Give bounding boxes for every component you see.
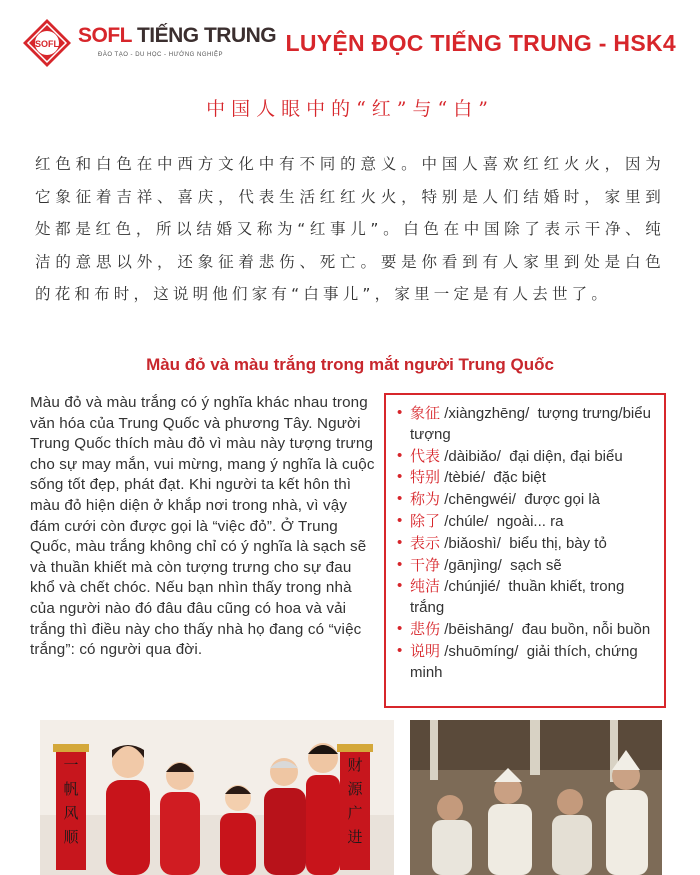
vocab-item xyxy=(410,576,658,619)
vocab-meaning: đặc biệt xyxy=(493,469,546,487)
svg-text:进: 进 xyxy=(347,828,363,846)
page-header xyxy=(0,0,700,80)
svg-text:广: 广 xyxy=(347,804,363,822)
vocab-meaning: đại diện, đại biểu xyxy=(509,447,623,465)
vocab-meaning: ngoài... ra xyxy=(496,512,564,530)
vocab-item xyxy=(410,511,658,533)
chinese-passage: 红色和白色在中西方文化中有不同的意义。中国人喜欢红红火火，因为它象征着吉祥、喜庆，代表生活红红火火，特别是人们结婚时，家里到处都是红色，所以结婚又称为“红事儿”。白色在中国除了表示干净、纯洁的意思以外，还象征着悲伤、死亡。要是你看到有人家里到处是白色的花和布时，这说明他们家有“白事儿”，家里一定是有人去世了。 xyxy=(35,155,665,303)
vocab-meaning: thuần khiết, trong trắng xyxy=(410,578,625,617)
sofl-diamond-logo-icon xyxy=(22,18,72,68)
family-celebration-illustration xyxy=(40,720,394,875)
vocab-pinyin: /chúle/ xyxy=(444,512,489,530)
vocabulary-list xyxy=(410,403,658,683)
story-title: 中国人眼中的“红”与“白” xyxy=(206,98,494,120)
logo-tagline: ĐÀO TẠO - DU HỌC - HƯỚNG NGHIỆP xyxy=(98,52,223,58)
vocab-item xyxy=(410,619,658,641)
couplet-char: 顺 xyxy=(63,828,79,846)
couplet-char: 风 xyxy=(63,804,79,822)
vocab-pinyin: /chēngwéi/ xyxy=(444,491,516,509)
vocab-item xyxy=(410,446,658,468)
couplet-char: 一 xyxy=(63,756,79,774)
vocab-meaning: giải thích, chứng minh xyxy=(410,642,638,681)
vocab-meaning: tượng trưng/biểu tượng xyxy=(410,405,651,443)
vocab-pinyin: /chúnjié/ xyxy=(444,578,501,596)
vocab-item xyxy=(410,555,658,577)
page-title: LUYỆN ĐỌC TIẾNG TRUNG - HSK4 xyxy=(285,30,676,56)
vocab-hanzi: 表示 xyxy=(410,533,441,552)
vocab-meaning: đau buồn, nỗi buồn xyxy=(521,620,651,638)
logo-name: TIẾNG TRUNG xyxy=(136,24,277,47)
vocab-hanzi: 代表 xyxy=(410,446,441,465)
funeral-white-photo xyxy=(410,720,662,875)
vocab-meaning: được gọi là xyxy=(524,491,600,509)
vocab-hanzi: 悲伤 xyxy=(410,619,441,638)
vocab-pinyin: /xiàngzhēng/ xyxy=(444,405,530,422)
translation-heading: Màu đỏ và màu trắng trong mắt người Trung Quốc xyxy=(146,355,554,374)
vocab-pinyin: /gānjìng/ xyxy=(444,556,502,574)
translation-passage: Màu đỏ và màu trắng có ý nghĩa khác nhau trong văn hóa của Trung Quốc và phương Tây. Người Trung Quốc thích màu đỏ vì màu này tượng trưng cho sự may mắn, vui mừng, mang ý nghĩa là cuộc sống tốt đẹp, phát đạt. Khi người ta kết hôn thì màu đỏ hiện diện ở khắp nơi trong nhà, vì vậy đám cưới còn được gọi là “việc đỏ”. Ở Trung Quốc, màu trắng không chỉ có ý nghĩa là sạch sẽ và thuần khiết mà còn tượng trưng cho sự đau khổ và chết chóc. Nếu bạn nhìn thấy trong nhà của người nào đó đâu đâu cũng có hoa và vải trắng thì điều này cho thấy nhà họ đang có “việc trắng”: có người qua đời. xyxy=(30,394,375,659)
family-red-photo xyxy=(40,720,394,875)
logo-wordmark xyxy=(78,24,276,48)
vocab-item xyxy=(410,641,658,684)
mourning-scene-illustration xyxy=(410,720,662,875)
vocab-item xyxy=(410,489,658,511)
vocab-pinyin: /dàibiǎo/ xyxy=(444,447,501,465)
vocab-meaning: biểu thị, bày tỏ xyxy=(509,534,607,552)
vocab-hanzi: 特别 xyxy=(410,468,441,487)
vocab-hanzi: 干净 xyxy=(410,555,441,574)
vocab-meaning: sạch sẽ xyxy=(510,556,562,574)
vocab-item xyxy=(410,403,658,446)
vocab-hanzi: 纯洁 xyxy=(410,577,441,596)
vocab-hanzi: 说明 xyxy=(410,641,441,660)
vocab-pinyin: /biǎoshì/ xyxy=(444,534,501,552)
svg-text:财: 财 xyxy=(347,756,363,774)
couplet-char: 帆 xyxy=(63,780,79,798)
vocab-item xyxy=(410,467,658,489)
vocab-pinyin: /shuōmíng/ xyxy=(444,642,519,660)
svg-text:源: 源 xyxy=(347,780,363,798)
vocab-pinyin: /tèbié/ xyxy=(444,469,486,487)
vocab-pinyin: /bēishāng/ xyxy=(444,620,514,638)
vocab-hanzi: 称为 xyxy=(410,490,441,509)
vocab-hanzi: 除了 xyxy=(410,511,441,530)
vocabulary-box xyxy=(384,393,666,708)
vocab-item xyxy=(410,533,658,555)
logo-brand: SOFL xyxy=(78,24,132,47)
sofl-logo xyxy=(22,18,277,72)
logo-badge-text: SOFL xyxy=(35,39,59,49)
vocab-hanzi: 象征 xyxy=(410,404,441,422)
